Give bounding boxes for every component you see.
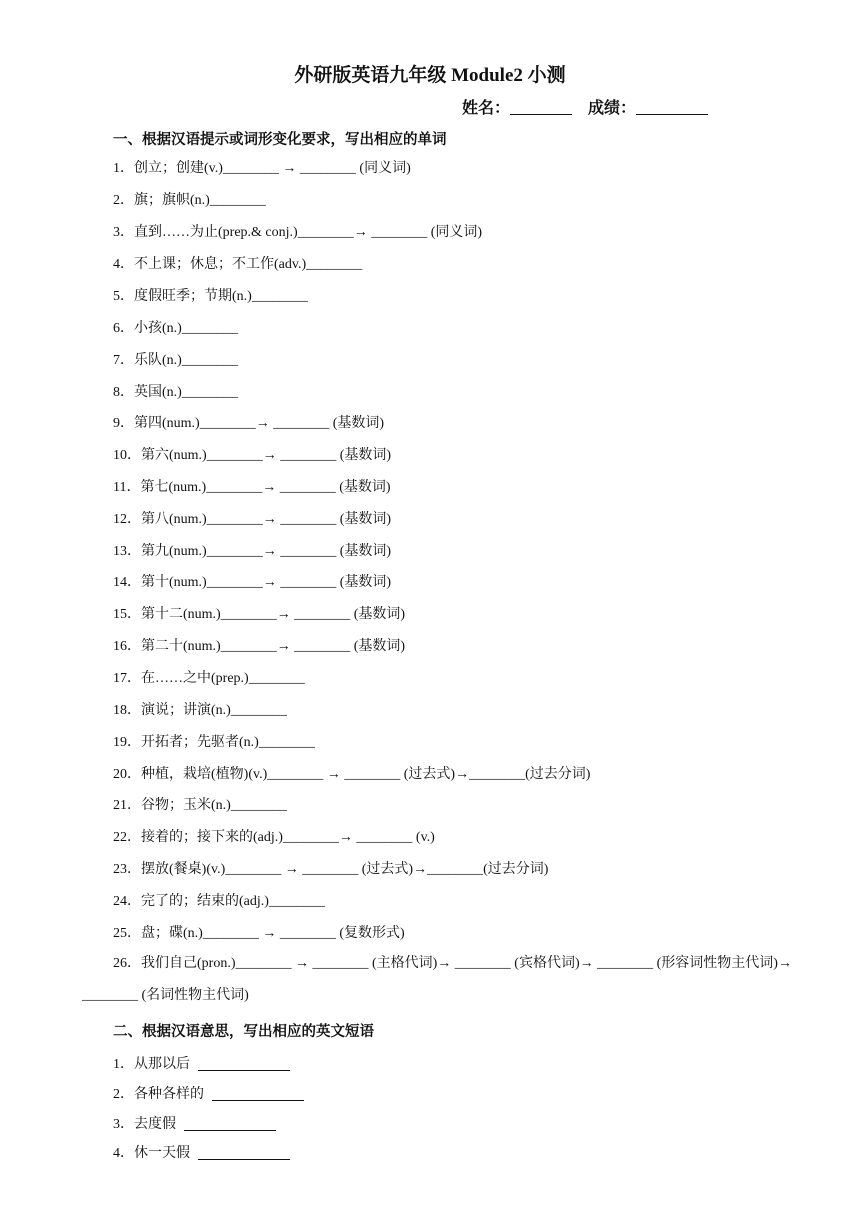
question-item: 19．开拓者；先驱者(n.)________ [113,735,315,750]
question-item: 3．直到……为止(prep.& conj.)________→ ________ (同义词) [113,225,483,240]
phrase-prompt: 4．休一天假 [113,1146,190,1161]
question-item: 4．不上课；休息；不工作(adv.)________ [113,257,363,272]
question-item: 17．在……之中(prep.)________ [113,671,305,686]
question-item: 9．第四(num.)________→ ________ (基数词) [113,416,385,431]
question-item-26: 26．我们自己(pron.)________ → ________ (主格代词)→ ________ (宾格代词)→ ________ (形容词性物主代词)→ ________ (名词性物主代词) [82,956,792,1003]
question-item: 18．演说；讲演(n.)________ [113,703,287,718]
answer-blank[interactable] [184,1116,276,1131]
question-item: 10．第六(num.)________→ ________ (基数词) [113,448,392,463]
question-item: 2．旗；旗帜(n.)________ [113,193,266,208]
question-item: 23．摆放(餐桌)(v.)________ → ________ (过去式)→________(过去分词) [113,862,549,877]
question-item: 13．第九(num.)________→ ________ (基数词) [113,544,392,559]
question-item: 12．第八(num.)________→ ________ (基数词) [113,512,392,527]
answer-blank[interactable] [198,1145,290,1160]
phrase-prompt: 2．各种各样的 [113,1087,204,1102]
question-item: 14．第十(num.)________→ ________ (基数词) [113,575,392,590]
name-label: 姓名： [462,100,511,117]
question-item: 5．度假旺季；节期(n.)________ [113,289,308,304]
phrase-prompt: 1．从那以后 [113,1057,190,1072]
answer-blank[interactable] [212,1086,304,1101]
question-item: 1．创立；创建(v.)________ → ________ (同义词) [113,161,411,176]
question-item: 21．谷物；玉米(n.)________ [113,798,287,813]
question-item: 20．种植，栽培(植物)(v.)________ → ________ (过去式)→________(过去分词) [113,767,591,782]
question-item: 25．盘；碟(n.)________ → ________ (复数形式) [113,926,405,941]
question-item: 15．第十二(num.)________→ ________ (基数词) [113,607,406,622]
phrase-item [113,1113,276,1133]
phrase-prompt: 3．去度假 [113,1117,176,1132]
answer-blank[interactable] [198,1056,290,1071]
score-label: 成绩： [588,100,637,117]
question-item: 6．小孩(n.)________ [113,321,238,336]
question-item: 7．乐队(n.)________ [113,353,238,368]
question-item: 16．第二十(num.)________→ ________ (基数词) [113,639,406,654]
phrase-item [113,1142,290,1162]
name-blank[interactable] [510,99,572,115]
question-item: 8．英国(n.)________ [113,385,238,400]
score-blank[interactable] [636,99,708,115]
name-score-line [462,95,708,118]
question-item: 11．第七(num.)________→ ________ (基数词) [113,480,391,495]
phrase-item [113,1083,304,1103]
section1-heading: 一、根据汉语提示或词形变化要求，写出相应的单词 [113,132,447,148]
section2-heading: 二、根据汉语意思，写出相应的英文短语 [113,1024,374,1040]
worksheet-title: 外研版英语九年级 Module2 小测 [294,65,566,86]
question-item: 22．接着的；接下来的(adj.)________→ ________ (v.) [113,830,435,845]
phrase-item [113,1053,290,1073]
question-item: 24．完了的；结束的(adj.)________ [113,894,325,909]
